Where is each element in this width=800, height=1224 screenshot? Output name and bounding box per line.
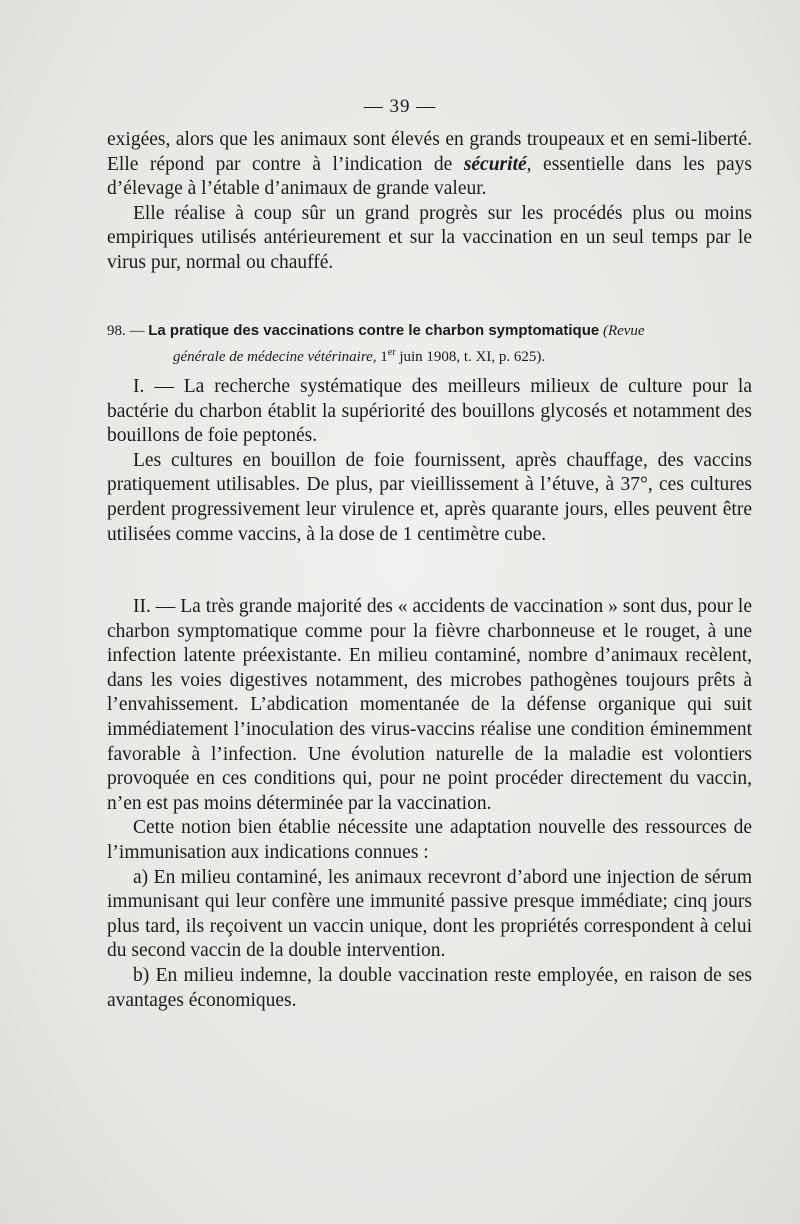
paragraph-text: , essentielle dans les pays d’élevage à l’étable d’animaux de grande valeur. <box>107 153 752 200</box>
date-day: 1 <box>380 349 388 365</box>
page-number: — 39 — <box>363 96 437 117</box>
list-item-b: b) En milieu indemne, la double vaccination reste employée, en raison de ses avantages économiques. <box>107 964 752 1011</box>
paragraph: Elle réalise à coup sûr un grand progrès sur les procédés plus ou moins empiriques utilisés antérieurement et sur la vaccination en un seul temps par le virus pur, normal ou chauffé. <box>107 202 752 273</box>
entry-number: 98. — <box>107 323 145 339</box>
list-item-a: a) En milieu contaminé, les animaux recevront d’abord une injection de sérum immunisant qui leur confère une immunité passive presque immédiate; cinq jours plus tard, ils reçoivent un vaccin unique, dont les propriétés correspondent à celui du second vaccin de la double intervention. <box>107 866 752 962</box>
bibliography-entry <box>107 320 752 368</box>
paragraph: I. — La recherche systématique des meilleurs milieux de culture pour la bactérie du charbon établit la supériorité des bouillons glycosés et notamment des bouillons de foie peptonés. <box>107 376 752 447</box>
paragraph-text: exigées, alors que les animaux sont élevés en grands troupeaux et en semi-liberté. Elle répond par contre à l’indication de <box>107 129 752 175</box>
top-paragraphs <box>107 128 752 276</box>
section-one <box>107 375 752 547</box>
paragraph-continuation <box>107 128 752 202</box>
paragraph: Les cultures en bouillon de foie fournissent, après chauffage, des vaccins pratiquement utilisables. De plus, par vieillissement à l’étuve, à 37°, ces cultures perdent progressivement leur virulence et, après quarante jours, elles peuvent être utilisées comme vaccins, à la dose de 1 centimètre cube. <box>107 449 752 545</box>
entry-title: La pratique des vaccinations contre le charbon symptomatique <box>148 322 600 339</box>
date-rest: juin 1908, t. XI, p. 625). <box>399 349 546 365</box>
section-two <box>107 595 752 1013</box>
paragraph: Cette notion bien établie nécessite une adaptation nouvelle des ressources de l’immunisation aux indications connues : <box>107 817 752 863</box>
journal-name: générale de médecine vétérinaire, <box>173 349 377 365</box>
entry-citation <box>107 342 752 368</box>
date-superscript: er <box>387 347 396 358</box>
journal-open: (Revue <box>602 323 645 339</box>
emphasis-word: sécurité <box>463 153 527 175</box>
paragraph: II. — La très grande majorité des « accidents de vaccination » sont dus, pour le charbon symptomatique comme pour la fièvre charbonneuse et le rouget, à une infection latente préexistante. En milieu contaminé, nombre d’animaux recèlent, dans les voies digestives notamment, des microbes pathogènes toujours prêts à l’envahissement. L’abdication momentanée de la défense organique qui suit immédiatement l’inoculation des virus-vaccins réalise une condition éminemment favorable à l’infection. Une évolution naturelle de la maladie est volontiers provoquée en ces conditions qui, pour ne point procéder directement du vaccin, n’en est pas moins déterminée par la vaccination. <box>107 596 752 814</box>
